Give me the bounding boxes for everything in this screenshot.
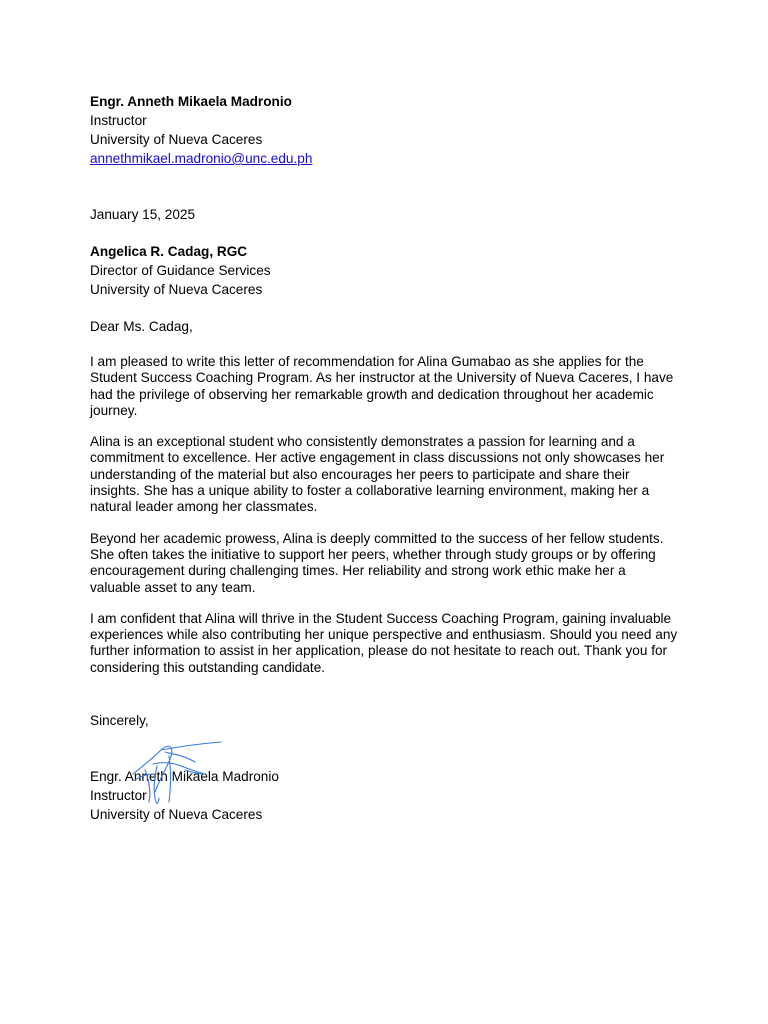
salutation: Dear Ms. Cadag,: [90, 319, 193, 334]
sender-email-link[interactable]: annethmikael.madronio@unc.edu.ph: [90, 151, 313, 166]
letter: [90, 92, 690, 824]
recipient-institution: University of Nueva Caceres: [90, 282, 263, 297]
handwritten-signature: [125, 740, 225, 810]
recipient-title: Director of Guidance Services: [90, 263, 271, 278]
sender-block: [90, 92, 690, 168]
body-paragraph-3: Beyond her academic prowess, Alina is deeply committed to the success of her fellow students. She often takes the initiative to support her peers, whether through study groups or by offering encouragement during challenging times. Her reliability and strong work ethic make her a valuable asset to any team.: [90, 530, 664, 595]
closing: Sincerely,: [90, 713, 149, 729]
signatory-title: Instructor: [90, 788, 147, 804]
recipient-name: Angelica R. Cadag, RGC: [90, 244, 248, 259]
body-paragraph-4: I am confident that Alina will thrive in the Student Success Coaching Program, gaining invaluable experiences while also contributing her unique perspective and enthusiasm. Should you need any further information to assist in her application, please do not hesitate to reach out. Thank you for considering this outstanding candidate.: [90, 610, 678, 675]
letter-date: January 15, 2025: [90, 207, 196, 222]
body-paragraph-2: Alina is an exceptional student who consistently demonstrates a passion for learning and a commitment to excellence. Her active engagement in class discussions not only showcases her understanding of the material but also encourages her peers to participate and share their insights. She has a unique ability to foster a collaborative learning environment, making her a natural leader among her classmates.: [90, 434, 665, 515]
sender-title: Instructor: [90, 113, 147, 128]
body-paragraph-1: I am pleased to write this letter of recommendation for Alina Gumabao as she applies for the Student Success Coaching Program. As her instructor at the University of Nueva Caceres, I have had the privilege of observing her remarkable growth and dedication throughout her academic journey.: [90, 354, 674, 418]
signatory-name: Engr. Anneth Mikaela Madronio: [90, 769, 279, 785]
sender-name: Engr. Anneth Mikaela Madronio: [90, 94, 292, 109]
signatory-institution: University of Nueva Caceres: [90, 807, 263, 823]
sender-institution: University of Nueva Caceres: [90, 132, 263, 147]
recipient-block: [90, 242, 690, 299]
